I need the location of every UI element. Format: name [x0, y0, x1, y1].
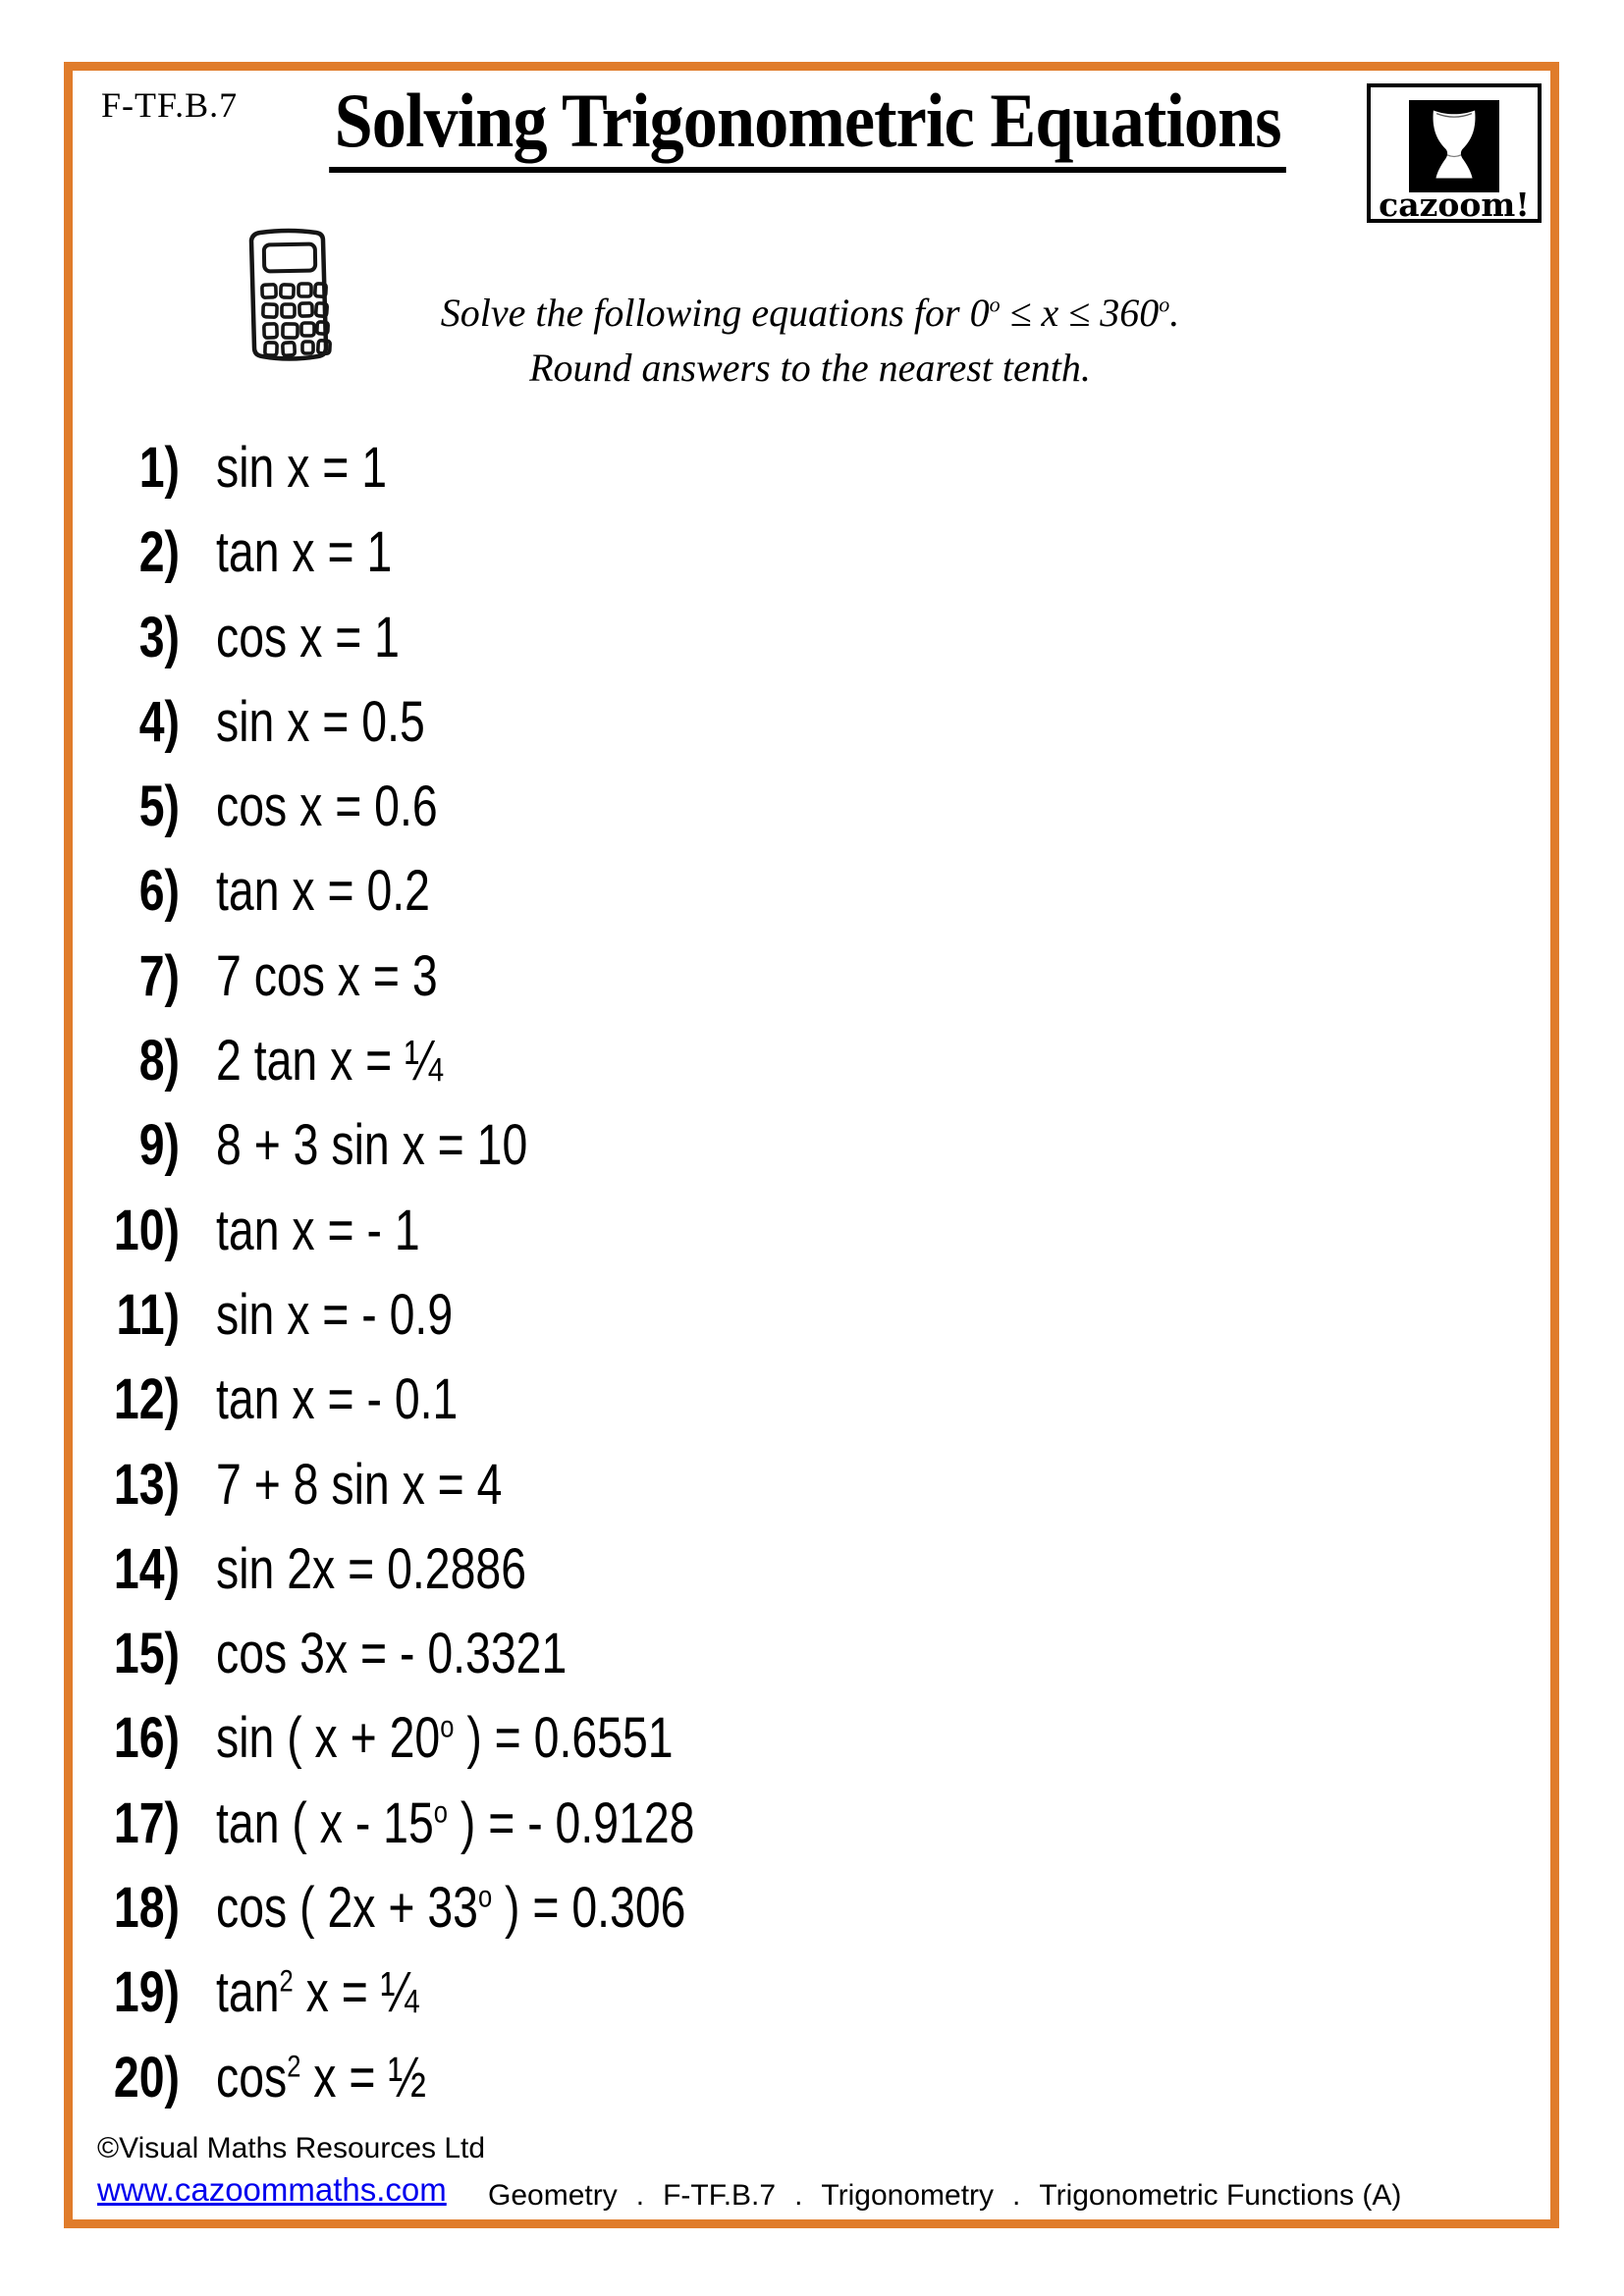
problem-equation: 2 tan x = ¼ [216, 1029, 443, 1094]
problem-number: 12) [113, 1367, 180, 1432]
problem-equation: sin x = 1 [216, 436, 388, 500]
problem-number: 18) [113, 1876, 180, 1941]
problem-number: 1) [138, 436, 180, 500]
problem-row [0, 859, 1624, 946]
problem-number: 20) [113, 2045, 180, 2109]
footer-website-link[interactable]: www.cazoommaths.com [97, 2171, 447, 2208]
problem-number: 17) [113, 1790, 180, 1855]
problem-equation: 7 + 8 sin x = 4 [216, 1452, 503, 1517]
problem-row [0, 520, 1624, 608]
problem-number: 11) [116, 1282, 180, 1347]
footer-copyright: ©Visual Maths Resources Ltd [97, 2132, 486, 2164]
problem-number: 13) [113, 1452, 180, 1517]
cazoom-logo [1367, 83, 1542, 223]
problem-equation: 8 + 3 sin x = 10 [216, 1113, 528, 1178]
problem-row [0, 1029, 1624, 1116]
problem-number: 8) [138, 1029, 180, 1094]
problem-row [0, 1452, 1624, 1540]
instructions [344, 286, 1276, 396]
problem-equation: tan x = 0.2 [216, 859, 430, 924]
category-separator: . [1012, 2179, 1021, 2212]
category-item: Geometry [488, 2179, 618, 2212]
problem-equation: sin x = 0.5 [216, 689, 425, 754]
problem-row [0, 689, 1624, 777]
problem-number: 15) [113, 1622, 180, 1686]
drum-icon [1423, 105, 1486, 188]
problem-equation: $\tan^2 x$ = ¼ [216, 1960, 419, 2025]
instructions-line2: Round answers to the nearest tenth. [529, 346, 1091, 390]
problem-row [0, 943, 1624, 1032]
problems-list [0, 436, 1624, 2133]
problem-number: 2) [138, 520, 180, 585]
page-title: Solving Trigonometric Equations [329, 82, 1286, 173]
problem-row [0, 1536, 1624, 1625]
problem-row [0, 1113, 1624, 1201]
problem-row [0, 2045, 1624, 2133]
problem-equation: 7 cos x = 3 [216, 943, 438, 1008]
problem-row [0, 1876, 1624, 1963]
problem-row [0, 1960, 1624, 2048]
problem-number: 19) [113, 1960, 180, 2025]
problem-equation: $\cos^2 x$ = ½ [216, 2045, 427, 2109]
problem-equation: sin 2x = 0.2886 [216, 1536, 527, 1601]
standard-code: F-TF.B.7 [101, 85, 239, 125]
problem-equation: tan x = 1 [216, 520, 393, 585]
problem-equation: tan ( x - 15$^o$ ) = - 0.9128 [216, 1790, 695, 1855]
category-separator: . [635, 2179, 645, 2212]
footer-categories [488, 2179, 1401, 2213]
problem-row [0, 1790, 1624, 1879]
problem-equation: cos x = 0.6 [216, 774, 438, 839]
logo-wordmark: cazoom! [1379, 186, 1530, 224]
problem-number: 10) [113, 1198, 180, 1262]
problem-equation: tan x = - 1 [216, 1198, 420, 1262]
problem-row [0, 1282, 1624, 1370]
problem-number: 7) [138, 943, 180, 1008]
problem-equation: cos 3x = - 0.3321 [216, 1622, 568, 1686]
problem-row [0, 1367, 1624, 1455]
problem-row [0, 774, 1624, 862]
degree-sup: o [1159, 292, 1170, 317]
problem-equation: tan x = - 0.1 [216, 1367, 459, 1432]
problem-number: 9) [138, 1113, 180, 1178]
problem-number: 3) [138, 605, 180, 669]
problem-equation: cos ( $2x + 33^o$ ) = 0.306 [216, 1876, 686, 1941]
problem-number: 4) [138, 689, 180, 754]
problem-number: 16) [113, 1706, 180, 1771]
problem-row [0, 605, 1624, 693]
logo-black-square [1409, 100, 1499, 192]
degree-sup: o [989, 292, 1001, 317]
problem-row [0, 1622, 1624, 1709]
problem-row [0, 1198, 1624, 1286]
category-item: F-TF.B.7 [663, 2179, 777, 2212]
calculator-icon [245, 228, 332, 368]
instructions-line1: Solve the following equations for $0^o \le x \le 360^o$. [440, 291, 1180, 335]
problem-number: 14) [113, 1536, 180, 1601]
category-item: Trigonometric Functions (A) [1039, 2179, 1402, 2212]
problem-row [0, 1706, 1624, 1793]
problem-row [0, 436, 1624, 523]
problem-equation: sin ( $x + 20^o$ ) = 0.6551 [216, 1706, 674, 1771]
problem-equation: sin x = - 0.9 [216, 1282, 454, 1347]
problem-equation: cos x = 1 [216, 605, 400, 669]
category-separator: . [794, 2179, 803, 2212]
page-title-wrap [236, 78, 1380, 173]
problem-number: 6) [138, 859, 180, 924]
category-item: Trigonometry [821, 2179, 995, 2212]
problem-number: 5) [138, 774, 180, 839]
